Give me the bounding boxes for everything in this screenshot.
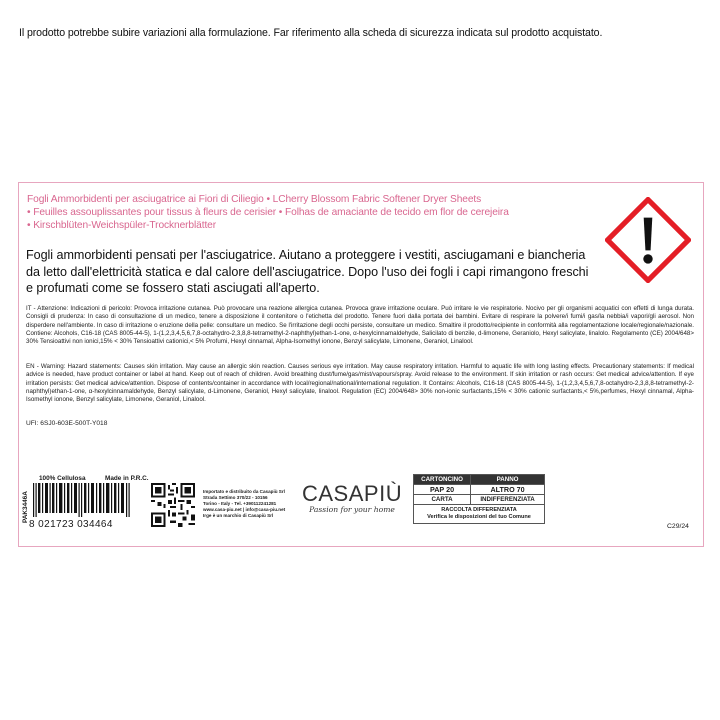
recycle-header: CARTONCINO [414, 475, 471, 485]
brand-name: CASAPIÙ [302, 481, 403, 506]
product-label [18, 182, 704, 547]
title-line-3: • Kirschblüten-Weichspüler-Trocknerblätter [27, 220, 217, 231]
warning-italian: IT - Attenzione: Indicazioni di pericolo: Provoca irritazione cutanea. Può provocare una reazione allergica cutanea. Provoca grave irritazione oculare. Può irritare le vie respiratorie. Nocivo per gli organismi acquatici con effetti di lunga durata. Consigli di prudenza: In caso di consultazione di un medico, tenere a disposizione il contenitore o l'etichetta del prodotto. Tenere fuori dalla portata dei bambini. Evitare di respirare la polvere/i fumi/i gas/la nebbia/i vapori/gli aerosol. Non disperdere nell'ambiente. In caso di irritazione o eruzione della pelle: consultare un medico. Se l'irritazione degli occhi persiste, consultare un medico. Smaltire il prodotto/recipiente in conformità alla regolamentazione locale/regionale/nazionale. Contiene: Alcohols, C16-18 (CAS 8005-44-5), 1-(1,2,3,4,5,6,7,8-octahydro-2,3,8,8-tetramethyl-2-naphthyl)ethan-1-one, α-hexylcinnamaldehyde, Salicilato di benzile, d-limonene, Geraniolo, Hexyl salicylate, linalolo. Regolamento (CE) 2004/648> 30% Tensioattivi non ionici,15% < 30% Tensioattivi cationici,< 5% Profumi, Hexyl cinnamal, Alpha-Isomethyl ionone, Benzyl salicylate, Limonene, Geraniol, Linalool. [26, 305, 694, 346]
importer-line: www.casa-piu.net | info@casa-piu.net [203, 507, 286, 513]
material-text: 100% Cellulosa [39, 475, 86, 482]
batch-code: C29/24 [667, 523, 689, 530]
pak-code: PAK3446A [22, 491, 29, 523]
warning-english: EN - Warning: Hazard statements: Causes skin irritation. May cause an allergic skin reaction. Causes serious eye irritation. May cause respiratory irritation. Harmful to aquatic life with long lasting effects. Precautionary statements: If medical advice is needed, have product container or label at hand. Keep out of reach of children. Avoid breathing dust/fume/gas/mist/vapours/spray. Avoid release to the environment. If skin irritation or rash occurs: Get medical advice/attention. If eye irritation persists: Get medical advice/attention. Dispose of contents/container in accordance with local/regional/national/international regulation. It Contains: Alcohols, C16-18 (CAS 8005-44-5), 1-(1,2,3,4,5,6,7,8-octahydro-2,3,8,8-tetramethyl-2-naphthyl)ethan-1-one, α-hexylcinnamaldehyde, Benzyl salicylate, d-Limonene, Geraniol, Hexyl salicylate, linalool. Regulation (EC) 2004/648> 30% non-ionic surfactants,15% < 30% cationic surfactants,< 5%,perfumes, Hexyl cinnamal, Alpha-Isomethyl ionone, Benzyl salicylate, Limonene, Geraniol, Linalool. [26, 363, 694, 404]
barcode-icon [31, 483, 133, 517]
product-description: Fogli ammorbidenti pensati per l'asciugatrice. Aiutano a proteggere i vestiti, asciugamani e biancheria da letto dall'elettricità statica e dal calore dell'asciugatrice. Dopo l'uso dei fogli i capi rimangono freschi e profumati come se fossero stati asciugati all'aperto. [26, 248, 589, 295]
importer-line: Irge è un marchio di Casapiù Srl [203, 513, 274, 519]
title-line-2: • Feuilles assouplissantes pour tissus à fleurs de cerisier • Folhas de amaciante de tecido em flor de cerejeira [27, 207, 509, 218]
made-in-text: Made in P.R.C. [105, 475, 149, 482]
importer-line: Importato e distribuito da Casapiù Srl [203, 489, 285, 494]
disclaimer-text: Il prodotto potrebbe subire variazioni alla formulazione. Far riferimento alla scheda di sicurezza indicata sul prodotto acquistato. [19, 27, 603, 39]
ufi-code: UFI: 6SJ0-603E-500T-Y018 [26, 420, 108, 427]
recycle-note-text: Verifica le disposizioni del tuo Comune [427, 514, 531, 520]
exclamation-mark-icon [605, 197, 691, 283]
brand-tagline: Passion for your home [309, 505, 395, 514]
recycle-code: PAP 20 [414, 485, 471, 495]
title-line-1: Fogli Ammorbidenti per asciugatrice ai Fiori di Ciliegio • LCherry Blossom Fabric Softener Dryer Sheets [27, 194, 482, 205]
recycle-material: CARTA [414, 495, 471, 505]
recycling-table [413, 474, 545, 524]
brand-logo [302, 481, 402, 514]
recycle-material: INDIFFERENZIATA [471, 495, 545, 505]
importer-line: Strada Settimo 370/22 - 10156 [203, 495, 268, 501]
importer-line: Torino - Italy - Tel. +390112241281 [203, 501, 277, 507]
recycle-note [414, 505, 545, 524]
recycle-code: ALTRO 70 [471, 485, 545, 495]
barcode-digits: 8 021723 034464 [29, 519, 113, 530]
qr-code-icon [151, 483, 195, 527]
importer-info [203, 489, 295, 519]
recycle-header: PANNO [471, 475, 545, 485]
recycle-note-title: RACCOLTA DIFFERENZIATA [441, 507, 517, 513]
